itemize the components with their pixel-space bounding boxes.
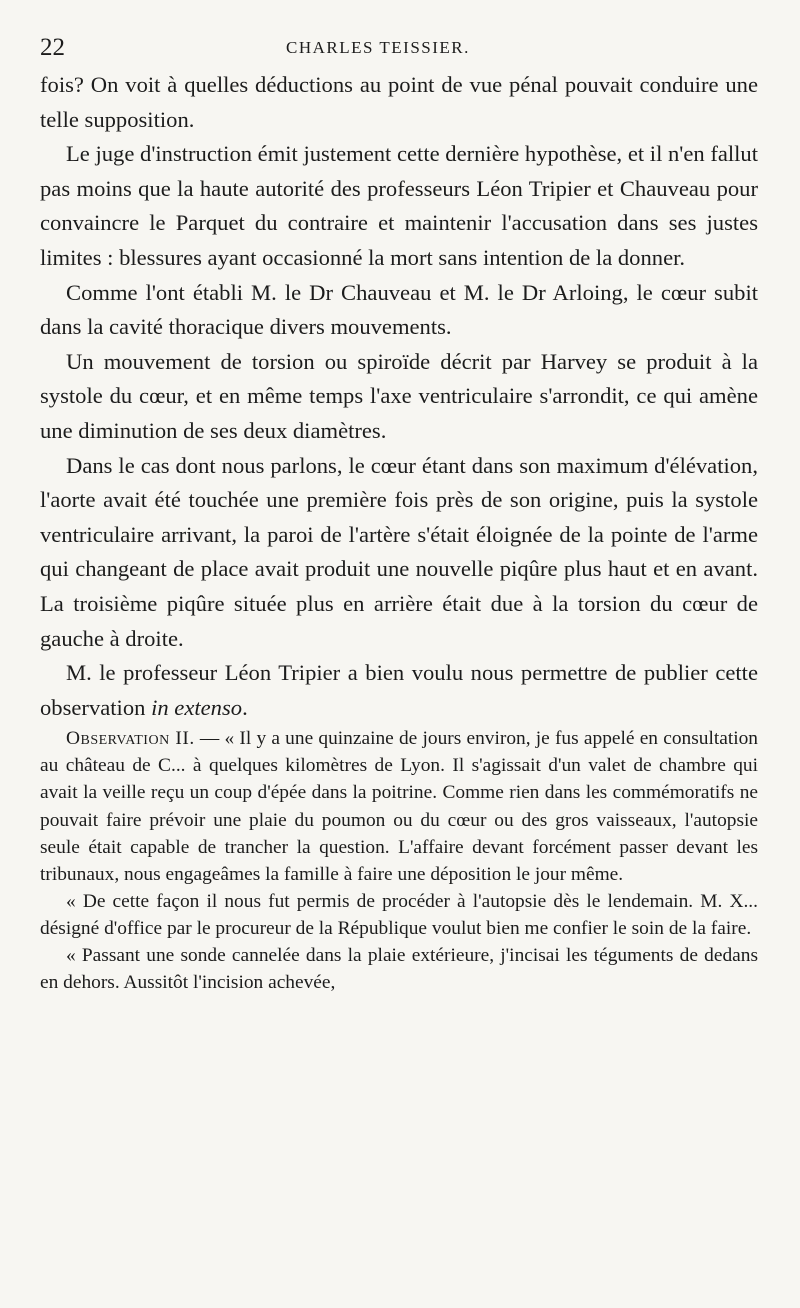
paragraph-chauveau-arloing: Comme l'ont établi M. le Dr Chauveau et M. le Dr Arloing, le cœur subit dans la cavité thoracique divers mouvements.	[40, 279, 758, 340]
observation-label: Observation II.	[66, 728, 195, 750]
observation-text	[40, 725, 758, 996]
running-title: CHARLES TEISSIER.	[286, 38, 470, 57]
paragraph-cas-aorte: Dans le cas dont nous parlons, le cœur étant dans son maximum d'élévation, l'aorte avait été touchée une première fois près de son origine, puis la systole ventriculaire arrivant, la paroi de l'artère s'était éloignée de la pointe de l'arme qui changeant de place avait produit une nouvelle piqûre plus haut et en avant. La troisième piqûre située plus en arrière était due à la torsion du cœur de gauche à droite.	[40, 452, 758, 651]
running-head	[40, 30, 758, 66]
observation-paragraph-1-text: — « Il y a une quinzaine de jours environ, je fus appelé en consultation au château de C... à quelques kilomètres de Lyon. Il s'agissait d'un valet de chambre qui avait la veille reçu un coup d'épée dans la poitrine. Comme rien dans les commémoratifs ne pouvait faire prévoir une plaie du poumon ou du cœur ou des gros vaisseaux, l'autopsie seule était capable de trancher la question. L'affaire devant forcément passer devant les tribunaux, nous engageâmes la famille à faire une déposition le jour même.	[40, 728, 758, 885]
page-number: 22	[40, 34, 65, 61]
observation-paragraph-2: « De cette façon il nous fut permis de procéder à l'autopsie dès le lendemain. M. X... désigné d'office par le procureur de la République voulut bien me confier le soin de la faire.	[40, 890, 758, 939]
paragraph-harvey-torsion: Un mouvement de torsion ou spiroïde décrit par Harvey se produit à la systole du cœur, et en même temps l'axe ventriculaire s'arrondit, ce qui amène une diminution de ses deux diamètres.	[40, 348, 758, 443]
body-text	[40, 68, 758, 725]
in-extenso-italic: in extenso	[151, 694, 243, 720]
observation-paragraph-3: « Passant une sonde cannelée dans la plaie extérieure, j'incisai les téguments de dedans en dehors. Aussitôt l'incision achevée,	[40, 945, 758, 994]
paragraph-juge-instruction: Le juge d'instruction émit justement cette dernière hypothèse, et il n'en fallut pas moins que la haute autorité des professeurs Léon Tripier et Chauveau pour convaincre le Parquet du contraire et maintenir l'accusation dans ses justes limites : blessures ayant occasionné la mort sans intention de la donner.	[40, 141, 759, 270]
paragraph-tripier-permission	[40, 656, 758, 725]
paragraph-tripier-end: .	[242, 694, 248, 720]
paragraph-continuation: fois? On voit à quelles déductions au point de vue pénal pouvait conduire une telle supposition.	[40, 72, 758, 132]
observation-paragraph-1	[40, 725, 758, 888]
paragraph-tripier-text: M. le professeur Léon Tripier a bien voulu nous permettre de publier cette observation	[40, 660, 758, 720]
